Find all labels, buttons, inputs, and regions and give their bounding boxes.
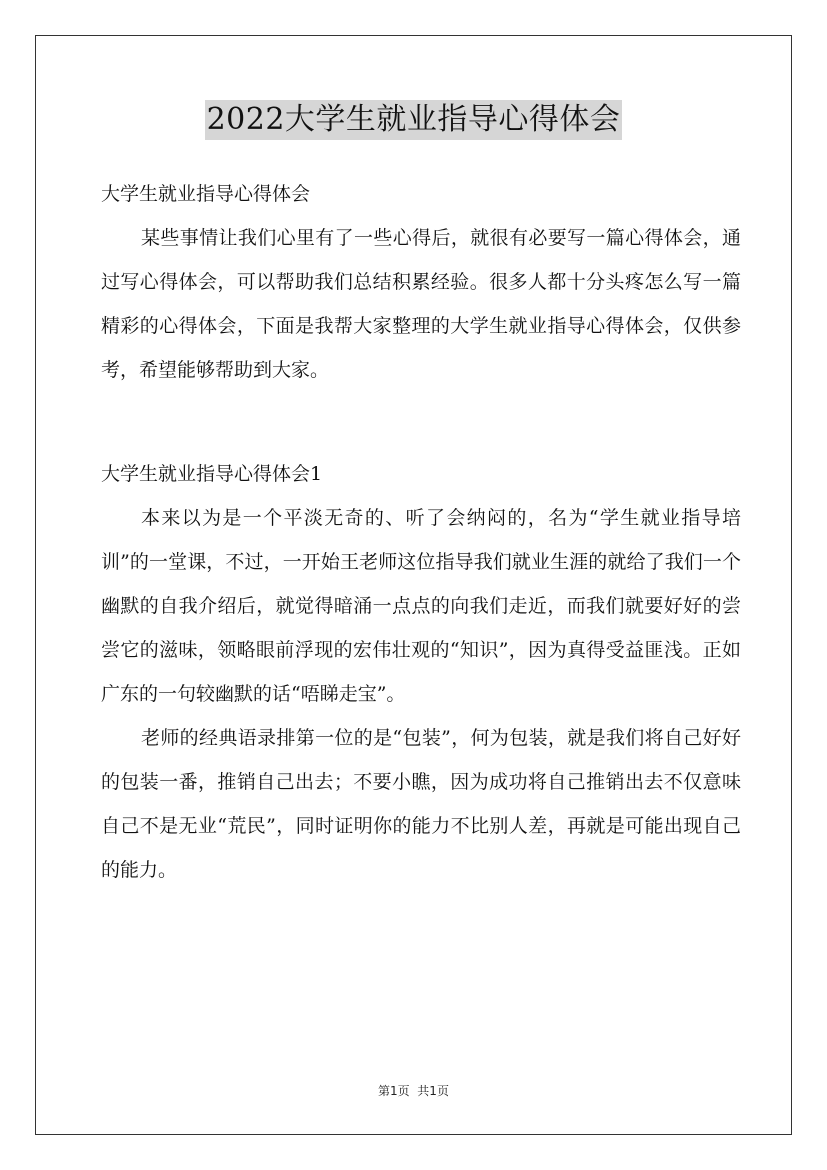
intro-paragraph: 某些事情让我们心里有了一些心得后，就很有必要写一篇心得体会，通过写心得体会，可以帮助我们总结积累经验。很多人都十分头疼怎么写一篇精彩的心得体会，下面是我帮大家整理的大学生就业指导心得体会，仅供参考，希望能够帮助到大家。 xyxy=(101,227,741,381)
document-title: 2022大学生就业指导心得体会 xyxy=(205,100,623,140)
document-body xyxy=(101,172,741,892)
spacer xyxy=(101,392,741,452)
section-heading: 大学生就业指导心得体会1 xyxy=(101,463,323,485)
body-paragraph: 老师的经典语录排第一位的是“包装”，何为包装，就是我们将自己好好的包装一番，推销自己出去；不要小瞧，因为成功将自己推销出去不仅意味自己不是无业“荒民”，同时证明你的能力不比别人差，再就是可能出现自己的能力。 xyxy=(101,727,741,881)
body-paragraph: 本来以为是一个平淡无奇的、听了会纳闷的，名为“学生就业指导培训”的一堂课，不过，一开始王老师这位指导我们就业生涯的就给了我们一个幽默的自我介绍后，就觉得暗涌一点点的向我们走近，而我们就要好好的尝尝它的滋味，领略眼前浮现的宏伟壮观的“知识”，因为真得受益匪浅。正如广东的一句较幽默的话“唔睇走宝”。 xyxy=(101,507,741,705)
page-footer: 第1页 共1页 xyxy=(378,1084,449,1098)
title-container xyxy=(0,100,827,140)
section-heading: 大学生就业指导心得体会 xyxy=(101,183,311,205)
